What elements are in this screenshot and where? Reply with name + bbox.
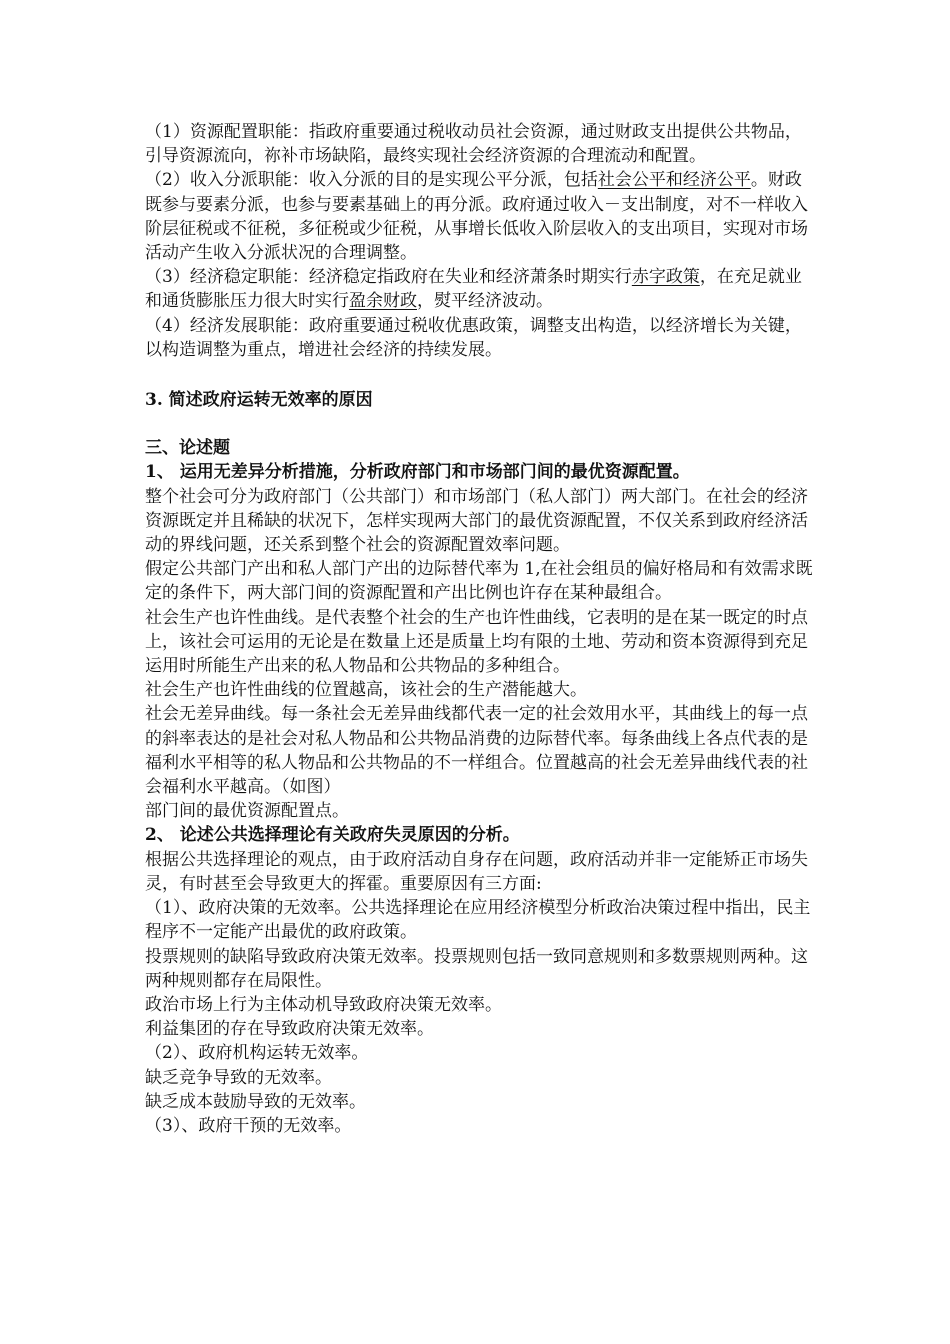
paragraph: 社会生产也许性曲线。是代表整个社会的生产也许性曲线，它表明的是在某一既定的时点上，该社会可运用的无论是在数量上还是质量上均有限的土地、劳动和资本资源得到充足运用时所能生产出来的私人物品和公共物品的多种组合。 xyxy=(145,607,808,677)
text-span: （2）收入分派职能：收入分派的目的是实现公平分派，包括 xyxy=(145,170,598,191)
text-span: ，熨平经济波动。 xyxy=(417,291,553,312)
paragraph: 缺乏竞争导致的无效率。 xyxy=(145,1067,332,1088)
function-economic-development: （4）经济发展职能：政府重要通过税收优惠政策，调整支出构造，以经济增长为关键，以构造调整为重点，增进社会经济的持续发展。 xyxy=(145,315,802,360)
question-heading: 1、 运用无差异分析措施，分析政府部门和市场部门间的最优资源配置。 xyxy=(145,462,690,483)
paragraph: 社会无差异曲线。每一条社会无差异曲线都代表一定的社会效用水平，其曲线上的每一点的斜率表达的是社会对私人物品和公共物品消费的边际替代率。每条曲线上各点代表的是福利水平相等的私人物品和公共物品的不一样组合。位置越高的社会无差异曲线代表的社会福利水平越高。（如图） xyxy=(145,704,808,798)
text-span: 。财政既参与要素分派，也参与要素基础上的再分派。政府通过收入－支出制度，对不一样收入阶层征税或不征税，多征税或少征税，从事增长低收入阶层收入的支出项目，实现对市场活动产生收入分派状况的合理调整。 xyxy=(145,170,808,264)
document-page xyxy=(145,120,813,1138)
underlined-term: 社会公平和经济公平 xyxy=(597,170,751,191)
question-heading: 2、 论述公共选择理论有关政府失灵原因的分析。 xyxy=(145,825,520,846)
spacer xyxy=(145,412,813,436)
function-income-distribution xyxy=(145,168,813,265)
underlined-term: 赤字政策 xyxy=(631,267,700,288)
underlined-term: 盈余财政 xyxy=(349,291,417,312)
text-span: （3）经济稳定职能：经济稳定指政府在失业和经济萧条时期实行 xyxy=(145,267,632,288)
spacer xyxy=(145,362,813,388)
paragraph: （3）、政府干预的无效率。 xyxy=(145,1115,352,1136)
paragraph: 缺乏成本鼓励导致的无效率。 xyxy=(145,1091,366,1112)
paragraph: （2）、政府机构运转无效率。 xyxy=(145,1043,369,1064)
paragraph: 投票规则的缺陷导致政府决策无效率。投票规则包括一致同意规则和多数票规则两种。这两种规则都存在局限性。 xyxy=(145,946,808,991)
paragraph: 假定公共部门产出和私人部门产出的边际替代率为 1,在社会组员的偏好格局和有效需求既定的条件下，两大部门间的资源配置和产出比例也许存在某种最组合。 xyxy=(145,559,813,604)
section-title: 三、论述题 xyxy=(145,438,230,459)
paragraph: 政治市场上行为主体动机导致政府决策无效率。 xyxy=(145,994,502,1015)
paragraph: 根据公共选择理论的观点，由于政府活动自身存在问题，政府活动并非一定能矫正市场失灵，有时甚至会导致更大的挥霍。重要原因有三方面: xyxy=(145,849,808,894)
paragraph: 利益集团的存在导致政府决策无效率。 xyxy=(145,1019,434,1040)
question-heading: 3. 简述政府运转无效率的原因 xyxy=(145,390,373,411)
paragraph: 社会生产也许性曲线的位置越高，该社会的生产潜能越大。 xyxy=(145,680,587,701)
paragraph: （1）、政府决策的无效率。公共选择理论在应用经济模型分析政治决策过程中指出，民主程序不一定能产出最优的政府政策。 xyxy=(145,898,811,943)
function-resource-allocation: （1）资源配置职能：指政府重要通过税收动员社会资源，通过财政支出提供公共物品，引导资源流向，祢补市场缺陷，最终实现社会经济资源的合理流动和配置。 xyxy=(145,122,802,167)
paragraph: 部门间的最优资源配置点。 xyxy=(145,801,349,822)
function-economic-stability xyxy=(145,265,813,313)
text-span: ，在充足就业和通货膨胀压力很大时实行 xyxy=(145,267,802,312)
paragraph: 整个社会可分为政府部门（公共部门）和市场部门（私人部门）两大部门。在社会的经济资源既定并且稀缺的状况下，怎样实现两大部门的最优资源配置，不仅关系到政府经济活动的界线问题，还关系到整个社会的资源配置效率问题。 xyxy=(145,486,808,556)
